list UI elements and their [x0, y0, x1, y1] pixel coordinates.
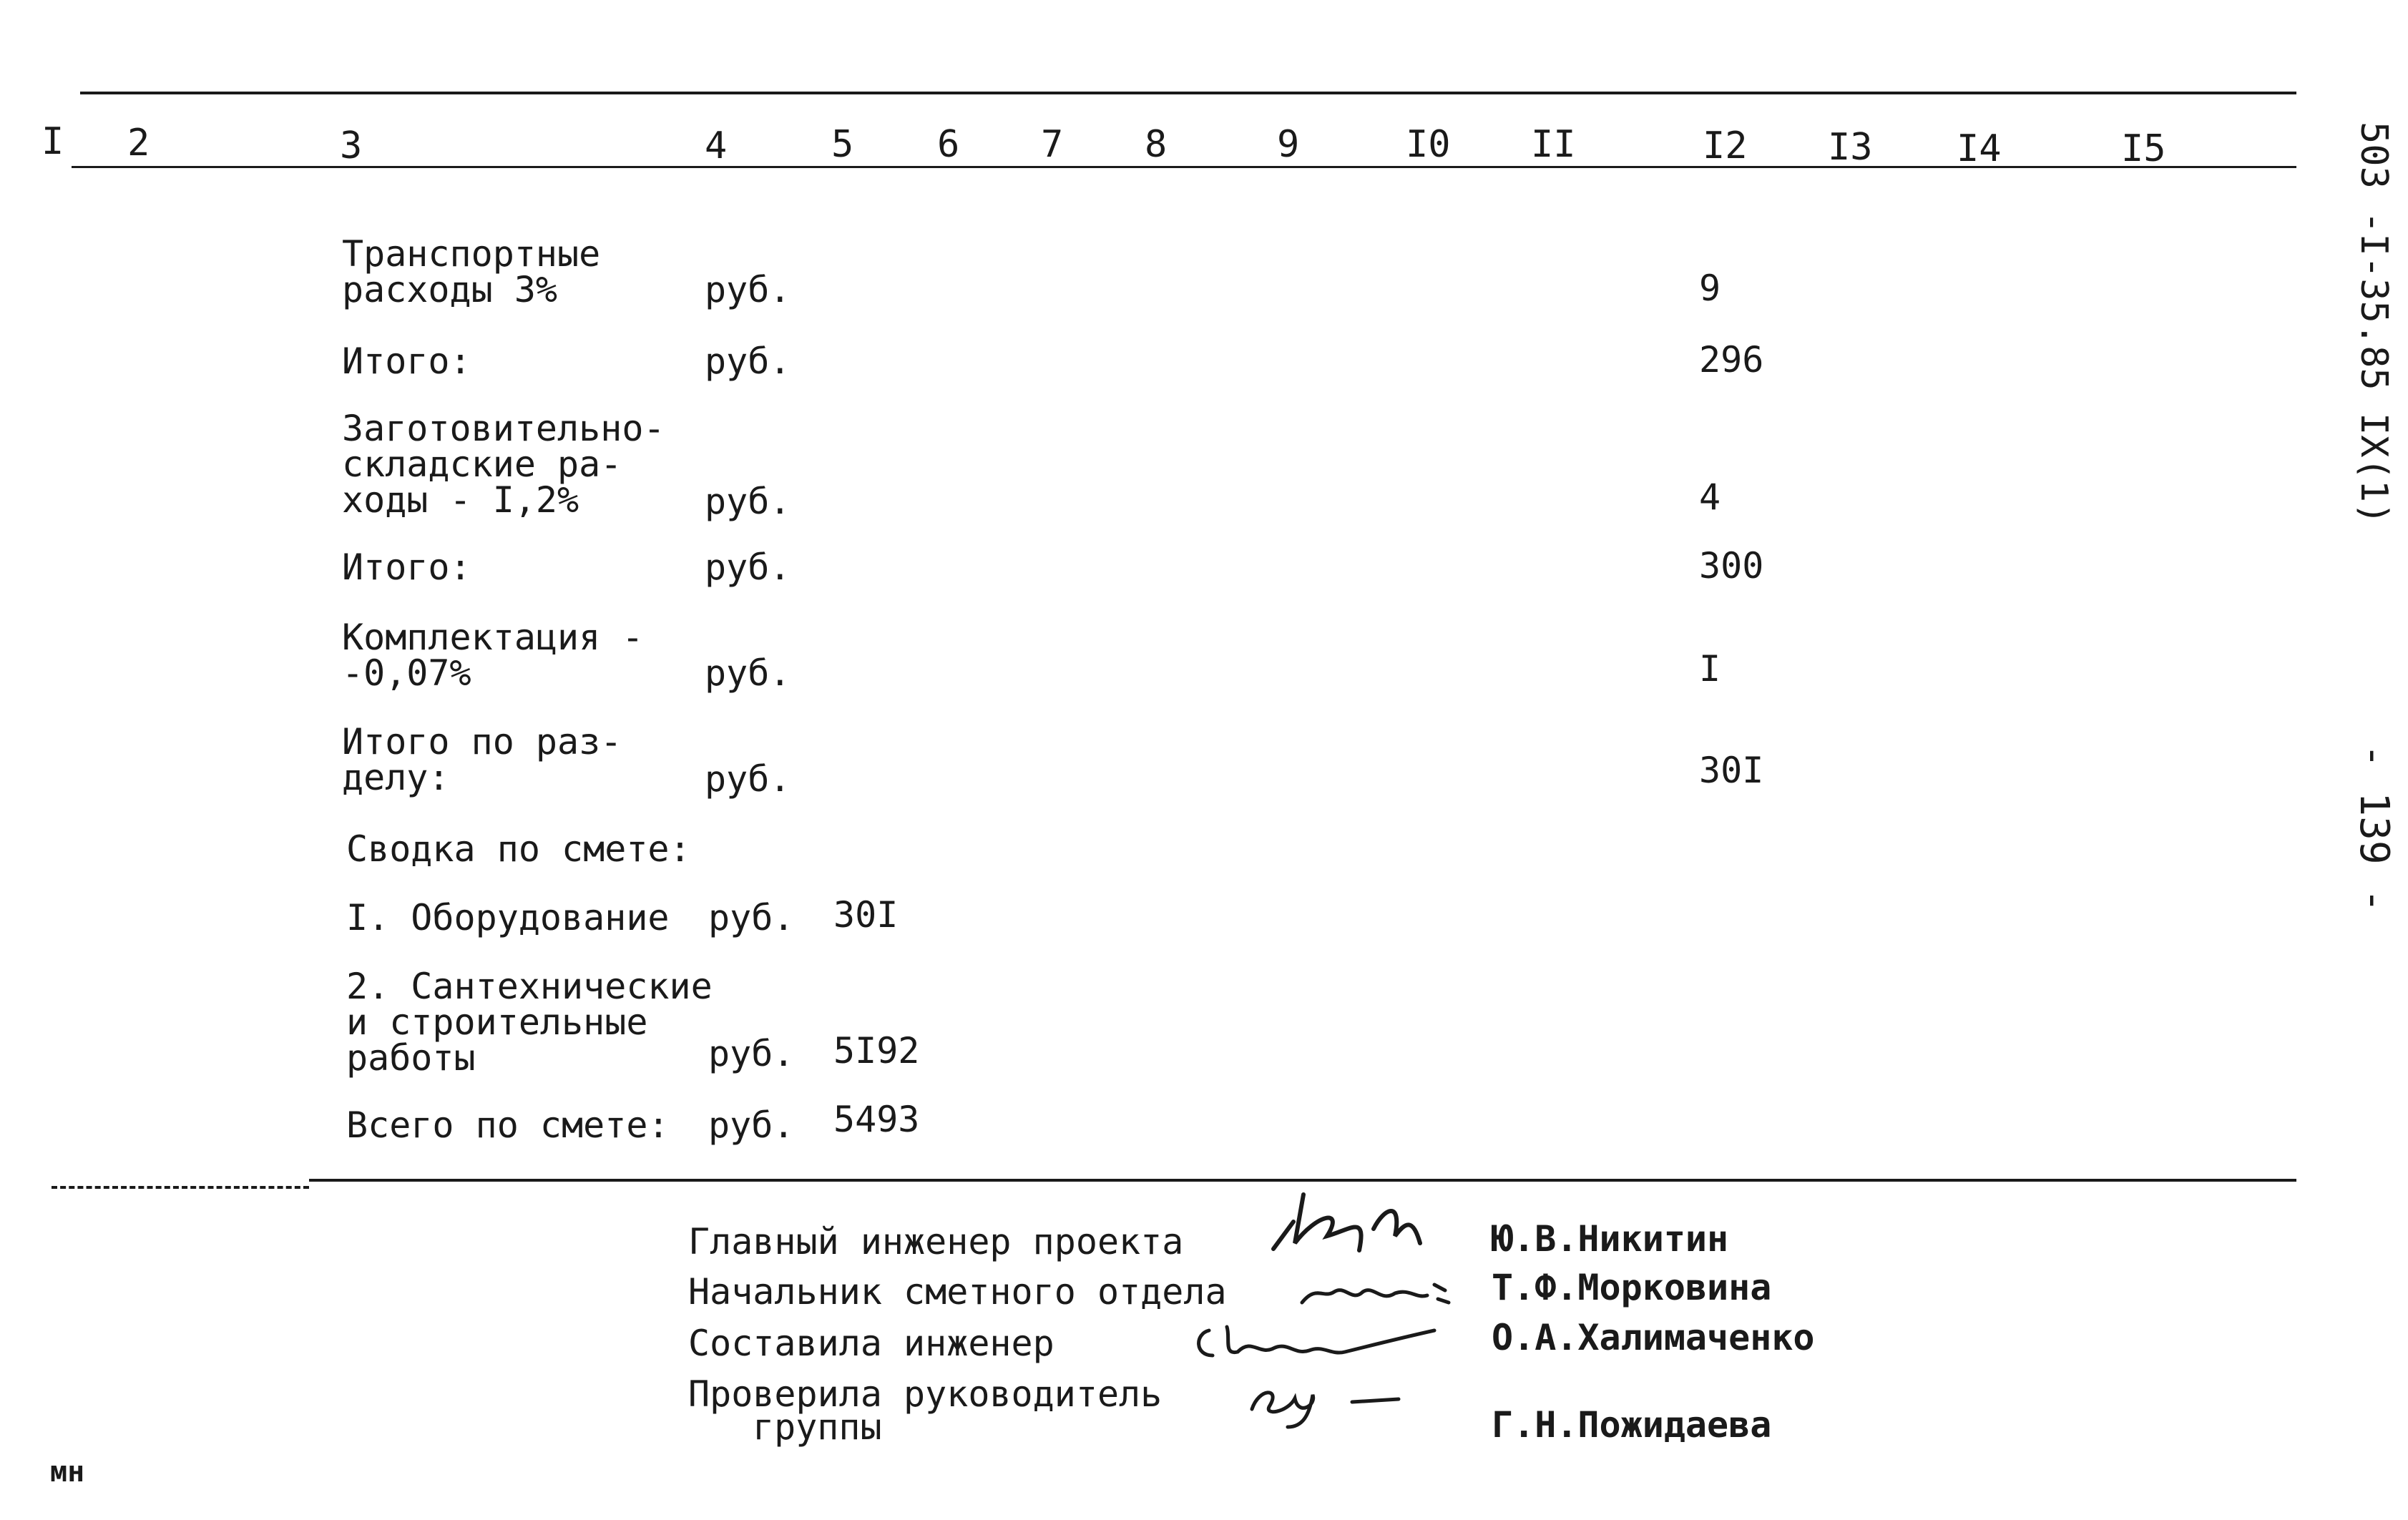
signature-scribble — [1259, 1186, 1452, 1265]
row-label-line: расходы 3% — [342, 269, 558, 310]
row-unit: руб. — [708, 897, 795, 938]
signature-scribble — [1188, 1316, 1452, 1373]
top-rule — [80, 92, 2296, 94]
signature-position-line: Проверила руководитель — [688, 1373, 1163, 1415]
row-label-line: и строительные — [346, 1001, 648, 1043]
row-label-line: делу: — [342, 757, 450, 798]
summary-heading — [346, 828, 691, 870]
column-header: I0 — [1406, 123, 1451, 166]
row-label — [342, 233, 601, 310]
bottom-rule-dashed — [52, 1186, 309, 1189]
column-header: 5 — [831, 123, 854, 166]
signatory-name: Ю.В.Никитин — [1492, 1218, 1729, 1260]
row-unit: руб. — [705, 481, 791, 522]
row-col12-value: 30I — [1699, 750, 1764, 791]
signature-position: Составила инженер — [688, 1323, 1054, 1364]
row-unit: руб. — [705, 340, 791, 382]
row-col12-value: I — [1699, 648, 1721, 690]
row-label-line: Итого: — [342, 340, 471, 382]
signature-position: Начальник сметного отдела — [688, 1271, 1227, 1313]
column-header: 2 — [127, 122, 150, 165]
column-header: 4 — [705, 124, 728, 167]
signature-position-line: группы — [753, 1406, 882, 1448]
row-label-line: складские ра- — [342, 443, 622, 485]
row-col12-value: 296 — [1699, 339, 1764, 381]
row-unit: руб. — [705, 546, 791, 588]
column-header: 6 — [937, 123, 960, 166]
row-unit: руб. — [705, 269, 791, 310]
row-col5-value: 30I — [833, 894, 899, 936]
column-header: I2 — [1703, 124, 1748, 167]
signature-scribble — [1295, 1270, 1459, 1313]
signature-scribble — [1238, 1373, 1416, 1431]
row-label — [346, 966, 713, 1079]
row-label-line: Всего по смете: — [346, 1104, 670, 1146]
signatory-name: Т.Ф.Морковина — [1492, 1267, 1772, 1308]
row-label-line: Сводка по смете: — [346, 828, 691, 870]
column-header: 9 — [1277, 123, 1300, 166]
row-label-line: ходы - I,2% — [342, 479, 579, 521]
row-label-line: Транспортные — [342, 233, 601, 275]
row-label — [342, 340, 471, 382]
column-header: II — [1531, 123, 1576, 166]
row-unit: руб. — [705, 758, 791, 800]
row-label-line: работы — [346, 1037, 476, 1079]
column-header: I4 — [1957, 127, 2002, 170]
row-label — [342, 617, 644, 694]
row-label-line: -0,07% — [342, 652, 471, 694]
row-label — [342, 408, 665, 521]
row-col12-value: 300 — [1699, 545, 1764, 587]
page-number: - 139 - — [2351, 744, 2397, 913]
row-col12-value: 9 — [1699, 268, 1721, 309]
row-label-line: Итого: — [342, 546, 471, 588]
row-label — [342, 721, 622, 798]
row-label-line: 2. Сантехнические — [346, 966, 713, 1007]
row-col12-value: 4 — [1699, 476, 1721, 518]
row-col5-value: 5I92 — [833, 1030, 920, 1072]
document-code: 503 -I-35.85 IX(1) — [2352, 122, 2395, 525]
row-label-line: I. Оборудование — [346, 897, 670, 938]
column-header: 8 — [1145, 123, 1168, 166]
row-unit: руб. — [705, 652, 791, 694]
row-unit: руб. — [708, 1104, 795, 1146]
signature-position — [688, 1373, 1163, 1448]
row-label-line: Комплектация - — [342, 617, 644, 658]
row-col5-value: 5493 — [833, 1099, 920, 1140]
row-label-line: Итого по раз- — [342, 721, 622, 763]
column-header: 7 — [1041, 123, 1064, 166]
row-label — [346, 1104, 670, 1146]
bottom-rule — [309, 1179, 2296, 1182]
signature-position: Главный инженер проекта — [688, 1221, 1184, 1262]
row-label — [346, 897, 670, 938]
column-header: 3 — [340, 124, 363, 167]
signatory-name: О.А.Халимаченко — [1492, 1317, 1815, 1358]
row-label — [342, 546, 471, 588]
column-header: I5 — [2121, 127, 2166, 170]
column-header: I — [41, 120, 64, 163]
row-unit: руб. — [708, 1033, 795, 1074]
column-header: I3 — [1828, 126, 1873, 169]
row-label-line: Заготовительно- — [342, 408, 665, 449]
signatory-name: Г.Н.Пожидаева — [1492, 1404, 1772, 1446]
footer-mark: мн — [50, 1456, 85, 1489]
